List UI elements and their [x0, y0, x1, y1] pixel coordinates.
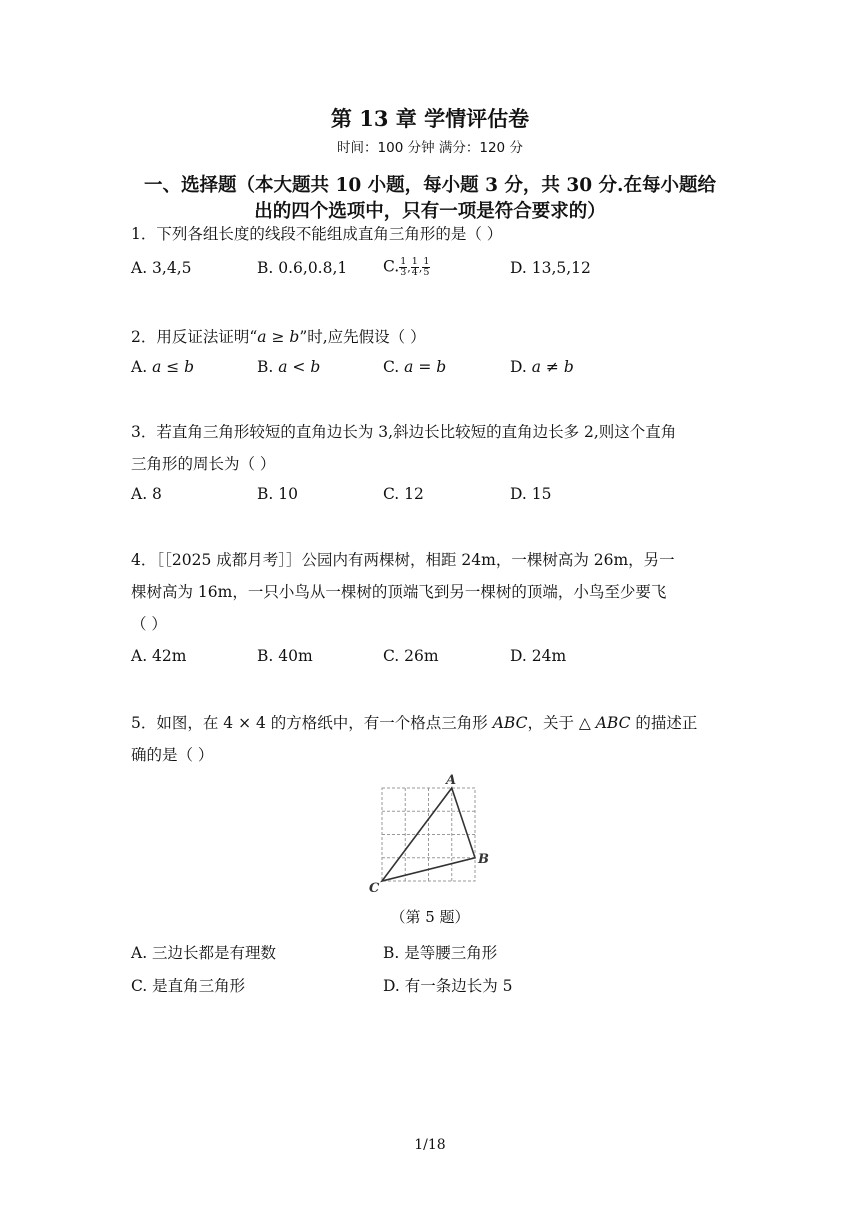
q2-option-d: D. a ≠ b: [510, 358, 574, 376]
q2-option-c: C. a = b: [383, 358, 447, 376]
q4-stem-line2: 棵树高为 16m，一只小鸟从一棵树的顶端飞到另一棵树的顶端，小鸟至少要飞: [131, 583, 667, 601]
q5-stem-line1: 5．如图，在 4 × 4 的方格纸中，有一个格点三角形 ABC，关于 △ ABC 的描述正: [131, 714, 698, 732]
q4-option-c: C. 26m: [383, 647, 439, 665]
page-title: 第 13 章 学情评估卷: [330, 106, 530, 131]
q5-option-b: B. 是等腰三角形: [383, 944, 498, 962]
q4-stem-line3: （ ）: [131, 615, 167, 633]
section-heading-line1: 一、选择题（本大题共 10 小题，每小题 3 分，共 30 分.在每小题给: [144, 175, 716, 196]
q5-option-d: D. 有一条边长为 5: [383, 977, 513, 995]
fraction-one-fourth: $\frac{1}{4}$: [411, 256, 418, 278]
q2-stem: 2．用反证法证明“a ≥ b”时,应先假设（ ）: [131, 328, 426, 346]
q3-stem-line2: 三角形的周长为（ ）: [131, 455, 276, 473]
q5-option-c: C. 是直角三角形: [131, 977, 246, 995]
vertex-label-a: A: [446, 773, 457, 788]
exam-info: 时间：100 分钟 满分：120 分: [337, 140, 523, 156]
q1-option-b: B. 0.6,0.8,1: [257, 259, 348, 277]
q1-option-c: C. $\frac{1}{3}$ , $\frac{1}{4}$ , $\frac{1}{5}$: [383, 256, 430, 278]
q1-option-a: A. 3,4,5: [131, 259, 192, 277]
q4-option-b: B. 40m: [257, 647, 313, 665]
q1-option-c-label: C.: [383, 257, 400, 276]
q3-option-d: D. 15: [510, 485, 552, 503]
vertex-label-b: B: [478, 852, 489, 867]
q1-option-d: D. 13,5,12: [510, 259, 591, 277]
q3-option-a: A. 8: [131, 485, 162, 503]
q1-stem: 1．下列各组长度的线段不能组成直角三角形的是（ ）: [131, 225, 503, 243]
figure-caption: （第 5 题）: [390, 908, 470, 926]
vertex-label-c: C: [369, 881, 380, 896]
q5-grid-figure: [362, 768, 502, 898]
grid-lines: [382, 788, 475, 881]
q4-stem-line1: 4．［［2025 成都月考］］公园内有两棵树，相距 24m，一棵树高为 26m，另一: [131, 551, 675, 569]
section-heading-line2: 出的四个选项中，只有一项是符合要求的）: [254, 201, 606, 222]
q4-option-a: A. 42m: [131, 647, 187, 665]
q2-option-a: A. a ≤ b: [131, 358, 195, 376]
q4-option-d: D. 24m: [510, 647, 567, 665]
q3-option-c: C. 12: [383, 485, 424, 503]
fraction-one-fifth: $\frac{1}{5}$: [423, 256, 430, 278]
q3-stem-line1: 3．若直角三角形较短的直角边长为 3,斜边长比较短的直角边长多 2,则这个直角: [131, 423, 677, 441]
q5-option-a: A. 三边长都是有理数: [131, 944, 277, 962]
page-number: 1/18: [414, 1137, 446, 1153]
q2-option-b: B. a < b: [257, 358, 321, 376]
fraction-one-third: $\frac{1}{3}$: [400, 256, 407, 278]
q2-math: a ≥ b: [257, 328, 300, 346]
q5-stem-line2: 确的是（ ）: [131, 746, 214, 764]
q3-option-b: B. 10: [257, 485, 298, 503]
